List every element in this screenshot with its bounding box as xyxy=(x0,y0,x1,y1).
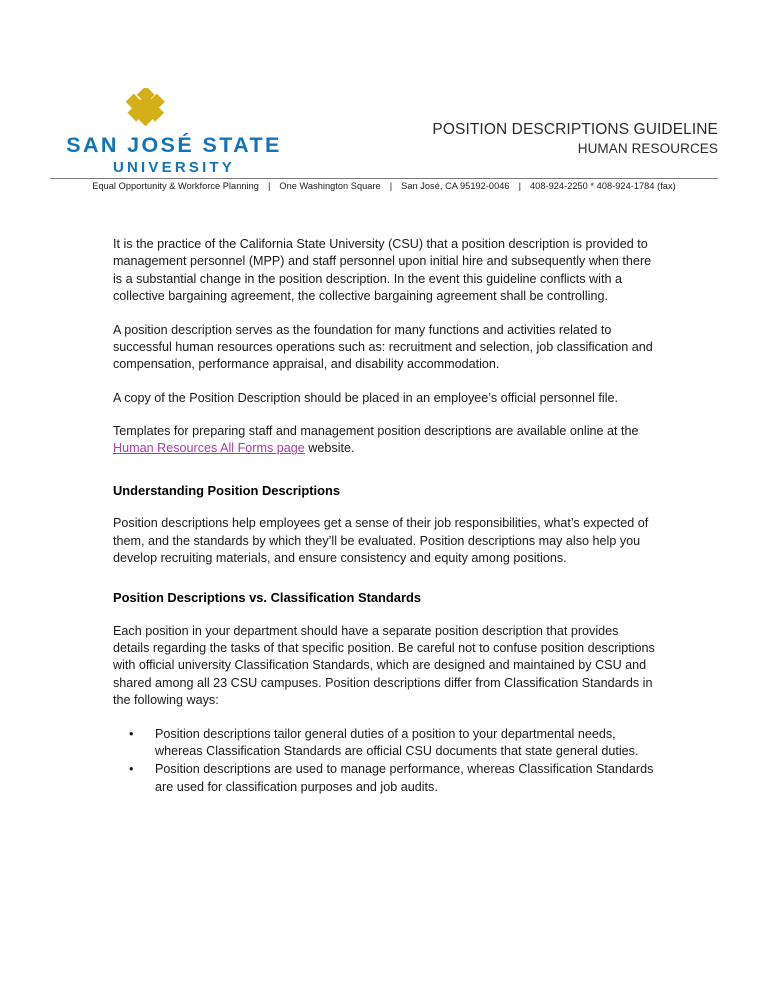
department-contact-line xyxy=(50,180,718,194)
contact-separator-1: | xyxy=(267,181,271,191)
contact-separator-3: | xyxy=(518,181,522,191)
templates-text-before-link: Templates for preparing staff and management position descriptions are available online at the xyxy=(113,424,639,438)
bullet-dot-icon: • xyxy=(129,726,134,741)
contact-department: Equal Opportunity & Workforce Planning xyxy=(92,181,259,191)
document-title-block xyxy=(288,120,718,158)
section-paragraph-position-descriptions-vs-classification-standards: Each position in your department should have a separate position description that provides details regarding the tasks of that specific position. Be careful not to confuse position descriptions with official university Classification Standards, which are designed and maintained by CSU and shared among all 23 CSU campuses. Position descriptions differ from Classification Standards in the following ways: xyxy=(113,623,655,708)
bullet-dot-icon: • xyxy=(129,762,134,777)
list-item xyxy=(113,761,656,796)
sjsu-diamond-lattice-logo-icon xyxy=(123,88,169,130)
intro-paragraph-2: A position description serves as the foundation for many functions and activities related to successful human resources operations such as: recruitment and selection, job classification and compensation, performance appraisal, and disability accommodation. xyxy=(113,322,653,372)
list-item-text: Position descriptions are used to manage performance, whereas Classification Standards are used for classification purposes and job audits. xyxy=(155,762,654,794)
contact-street: One Washington Square xyxy=(279,181,381,191)
list-item-text: Position descriptions tailor general duties of a position to your departmental needs, whereas Classification Standards are official CSU documents that state general duties. xyxy=(155,726,639,758)
human-resources-all-forms-link[interactable]: Human Resources All Forms page xyxy=(113,441,305,456)
contact-phone: 408-924-2250 * 408-924-1784 (fax) xyxy=(530,181,676,191)
intro-paragraph-3: A copy of the Position Description should be placed in an employee’s official personnel file. xyxy=(113,390,618,405)
document-header xyxy=(0,0,768,195)
templates-paragraph xyxy=(113,423,656,458)
university-subwordmark: UNIVERSITY xyxy=(112,159,235,176)
document-body xyxy=(113,236,656,797)
contact-separator-2: | xyxy=(389,181,393,191)
templates-text-after-link: website. xyxy=(304,441,355,456)
page-title: POSITION DESCRIPTIONS GUIDELINE xyxy=(432,121,718,138)
differences-bullet-list xyxy=(113,726,656,797)
section-heading-understanding-position-descriptions: Understanding Position Descriptions xyxy=(113,482,341,498)
section-paragraph-understanding-position-descriptions: Position descriptions help employees get a sense of their job responsibilities, what’s expected of them, and the standards by which they’ll be evaluated. Position descriptions may also help you develop recruiting materials, and ensure consistency and equity among positions. xyxy=(113,516,649,565)
list-item xyxy=(113,726,656,761)
page-subtitle: HUMAN RESOURCES xyxy=(577,141,718,157)
university-wordmark: SAN JOSÉ STATE xyxy=(66,133,282,157)
contact-city-state-zip: San José, CA 95192-0046 xyxy=(401,181,510,191)
header-divider xyxy=(50,178,718,179)
intro-paragraph-1: It is the practice of the California State University (CSU) that a position description is provided to management personnel (MPP) and staff personnel upon initial hire and subsequently when there is a substantial change in the position description. In the event this guideline conflicts with a collective bargaining agreement, the collective bargaining agreement shall be controlling. xyxy=(113,237,652,304)
section-heading-position-descriptions-vs-classification-standards: Position Descriptions vs. Classification Standards xyxy=(113,590,422,606)
